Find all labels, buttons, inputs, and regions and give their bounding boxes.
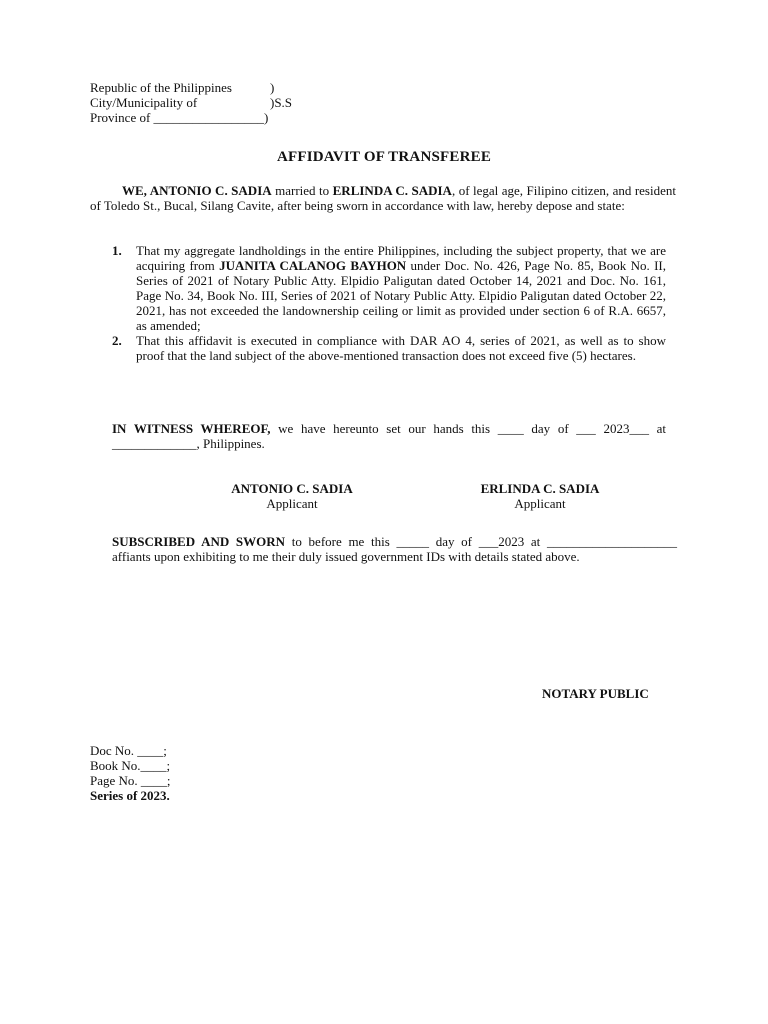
signatory-antonio (222, 481, 362, 511)
jurat-lead: SUBSCRIBED AND SWORN (112, 534, 286, 549)
venue-city-paren: )S.S (270, 95, 293, 110)
doc-no: Doc No. ____; (90, 743, 167, 758)
witness-lead: IN WITNESS WHEREOF, (112, 421, 271, 436)
intro-paragraph (90, 183, 676, 213)
transferor-name: JUANITA CALANOG BAYHON (219, 258, 407, 273)
venue-province-label: Province of _________________) (90, 110, 269, 125)
intro-married-text: married to (271, 183, 333, 198)
signatory-name: ANTONIO C. SADIA (231, 481, 353, 496)
venue-city-row (90, 95, 350, 110)
jurat-paragraph (112, 534, 677, 564)
witness-paragraph (112, 421, 666, 451)
series-label: Series of 2023. (90, 788, 170, 803)
list-item-text: That this affidavit is executed in compliance with DAR AO 4, series of 2021, as well as to show proof that the land subject of the above-mentioned transaction does not exceed five (5) hectares. (136, 333, 666, 363)
document-title: AFFIDAVIT OF TRANSFEREE (276, 149, 492, 165)
jurat-text: to before me this _____ day of ___2023 at ____________________ affiants upon exhibiting to me their duly issued government IDs with details stated above. (112, 534, 677, 564)
venue-city-label: City/Municipality of (90, 95, 198, 110)
signatory-name: ERLINDA C. SADIA (480, 481, 600, 496)
venue-province-row (90, 110, 350, 125)
notary-public-label: NOTARY PUBLIC (542, 686, 649, 701)
venue-republic-label: Republic of the Philippines (90, 80, 232, 95)
list-item-text-b: under Doc. No. 426, Page No. 85, Book No. II, Series of 2021 of Notary Public Atty. Elpidio Paligutan dated October 14, 2021 and Doc. No. 161, Page No. 34, Book No. III, Series of 2021 of Notary Public Atty. Elpidio Paligutan dated October 22, 2021, has not exceeded the landownership ceiling or limit as provided under section 6 of R.A. 6657, as amended; (136, 258, 666, 333)
doc-references (90, 743, 171, 803)
list-item-number: 1. (112, 243, 122, 258)
statement-list (112, 243, 666, 363)
book-no: Book No.____; (90, 758, 171, 773)
venue-republic-paren: ) (270, 80, 275, 95)
spouse-name: ERLINDA C. SADIA (332, 183, 452, 198)
list-item-number: 2. (112, 333, 122, 348)
intro-rest-text: , of legal age, Filipino citizen, and resident of Toledo St., Bucal, Silang Cavite, after being sworn in accordance with law, hereby depose and state: (90, 183, 676, 213)
witness-text: we have hereunto set our hands this ____ day of ___ 2023___ at _____________, Philippines. (112, 421, 666, 451)
affiant-name: WE, ANTONIO C. SADIA (122, 183, 272, 198)
list-item-text-a: That my aggregate landholdings in the entire Philippines, including the subject property, that we are acquiring from (136, 243, 666, 273)
list-item (112, 243, 666, 333)
venue-block (90, 80, 350, 125)
signatory-erlinda (470, 481, 610, 511)
page-no: Page No. ____; (90, 773, 171, 788)
signatory-role: Applicant (514, 496, 566, 511)
signatory-role: Applicant (266, 496, 318, 511)
venue-republic-row (90, 80, 350, 95)
list-item (112, 333, 666, 363)
